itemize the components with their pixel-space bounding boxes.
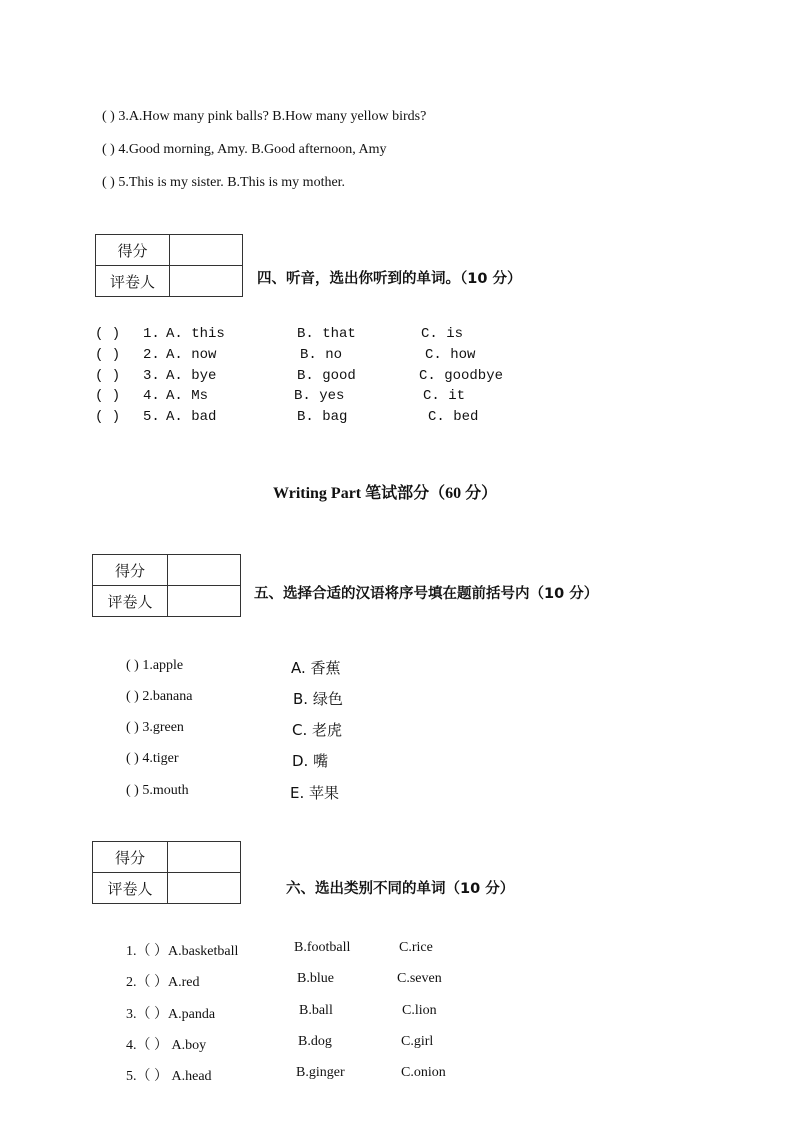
score-label: 得分	[93, 555, 168, 586]
s4-row-3-paren[interactable]: ( )	[95, 368, 121, 384]
s6-row-4-c: C.girl	[401, 1034, 434, 1049]
s6-row-3-b: B.ball	[299, 1003, 333, 1018]
listening-item-3: ( ) 3.A.How many pink balls? B.How many yellow birds?	[102, 109, 427, 124]
score-box-section-5	[92, 554, 241, 617]
section-6-title: 六、选出类别不同的单词（10 分）	[286, 881, 515, 897]
s4-row-1-a: A. this	[166, 326, 225, 342]
s5-row-4-answer: D. 嘴	[292, 752, 329, 770]
s4-row-3-c: C. goodbye	[419, 368, 504, 384]
s4-row-1-paren[interactable]: ( )	[95, 326, 121, 342]
grader-blank[interactable]	[170, 266, 243, 297]
s5-row-5-answer: E. 苹果	[290, 784, 340, 802]
s5-row-2-question[interactable]: ( ) 2.banana	[126, 689, 193, 704]
s6-row-1-b: B.football	[294, 940, 351, 955]
s5-row-2-answer: B. 绿色	[293, 690, 343, 708]
s6-row-5-b: B.ginger	[296, 1065, 345, 1080]
s4-row-2-c: C. how	[425, 347, 476, 363]
s4-row-4-paren[interactable]: ( )	[95, 388, 121, 404]
s4-row-3-b: B. good	[297, 368, 356, 384]
section-5-title: 五、选择合适的汉语将序号填在题前括号内（10 分）	[254, 586, 599, 602]
s4-row-5-paren[interactable]: ( )	[95, 409, 121, 425]
grader-label: 评卷人	[96, 266, 170, 297]
s4-row-2-paren[interactable]: ( )	[95, 347, 121, 363]
score-blank[interactable]	[170, 235, 243, 266]
s5-row-3-answer: C. 老虎	[292, 721, 343, 739]
s6-row-2-c: C.seven	[397, 971, 442, 986]
score-box-section-4	[95, 234, 243, 297]
s6-row-4-question[interactable]: 4.（ ） A.boy	[126, 1038, 207, 1053]
s6-row-1-c: C.rice	[399, 940, 433, 955]
s4-row-4-c: C. it	[423, 388, 466, 404]
s4-row-3-num: 3.	[143, 368, 160, 384]
s6-row-1-question[interactable]: 1.（ ）A.basketball	[126, 944, 239, 959]
grader-blank[interactable]	[168, 873, 241, 904]
s4-row-3-a: A. bye	[166, 368, 217, 384]
writing-part-title: Writing Part 笔试部分（60 分）	[273, 485, 498, 502]
s5-row-4-question[interactable]: ( ) 4.tiger	[126, 751, 179, 766]
listening-item-4: ( ) 4.Good morning, Amy. B.Good afternoon, Amy	[102, 142, 387, 157]
s5-row-5-question[interactable]: ( ) 5.mouth	[126, 783, 189, 798]
s4-row-2-a: A. now	[166, 347, 217, 363]
s6-row-3-question[interactable]: 3.（ ）A.panda	[126, 1007, 216, 1022]
s6-row-3-c: C.lion	[402, 1003, 437, 1018]
s5-row-3-question[interactable]: ( ) 3.green	[126, 720, 184, 735]
s4-row-2-b: B. no	[300, 347, 343, 363]
s6-row-5-c: C.onion	[401, 1065, 446, 1080]
s4-row-2-num: 2.	[143, 347, 160, 363]
s4-row-4-a: A. Ms	[166, 388, 209, 404]
s4-row-5-a: A. bad	[166, 409, 217, 425]
section-4-title: 四、听音，选出你听到的单词。（10 分）	[257, 271, 522, 287]
s6-row-4-b: B.dog	[298, 1034, 332, 1049]
s4-row-4-num: 4.	[143, 388, 160, 404]
s4-row-1-c: C. is	[421, 326, 464, 342]
s4-row-5-num: 5.	[143, 409, 160, 425]
s5-row-1-answer: A. 香蕉	[291, 659, 341, 677]
s6-row-5-question[interactable]: 5.（ ） A.head	[126, 1069, 212, 1084]
s4-row-1-b: B. that	[297, 326, 356, 342]
score-blank[interactable]	[168, 842, 241, 873]
s6-row-2-question[interactable]: 2.（ ）A.red	[126, 975, 200, 990]
grader-label: 评卷人	[93, 873, 168, 904]
s6-row-2-b: B.blue	[297, 971, 334, 986]
s4-row-4-b: B. yes	[294, 388, 345, 404]
listening-item-5: ( ) 5.This is my sister. B.This is my mother.	[102, 175, 346, 190]
s4-row-5-b: B. bag	[297, 409, 348, 425]
score-label: 得分	[93, 842, 168, 873]
grader-label: 评卷人	[93, 586, 168, 617]
s4-row-5-c: C. bed	[428, 409, 479, 425]
s5-row-1-question[interactable]: ( ) 1.apple	[126, 658, 184, 673]
score-box-section-6	[92, 841, 241, 904]
score-label: 得分	[96, 235, 170, 266]
s4-row-1-num: 1.	[143, 326, 160, 342]
grader-blank[interactable]	[168, 586, 241, 617]
score-blank[interactable]	[168, 555, 241, 586]
